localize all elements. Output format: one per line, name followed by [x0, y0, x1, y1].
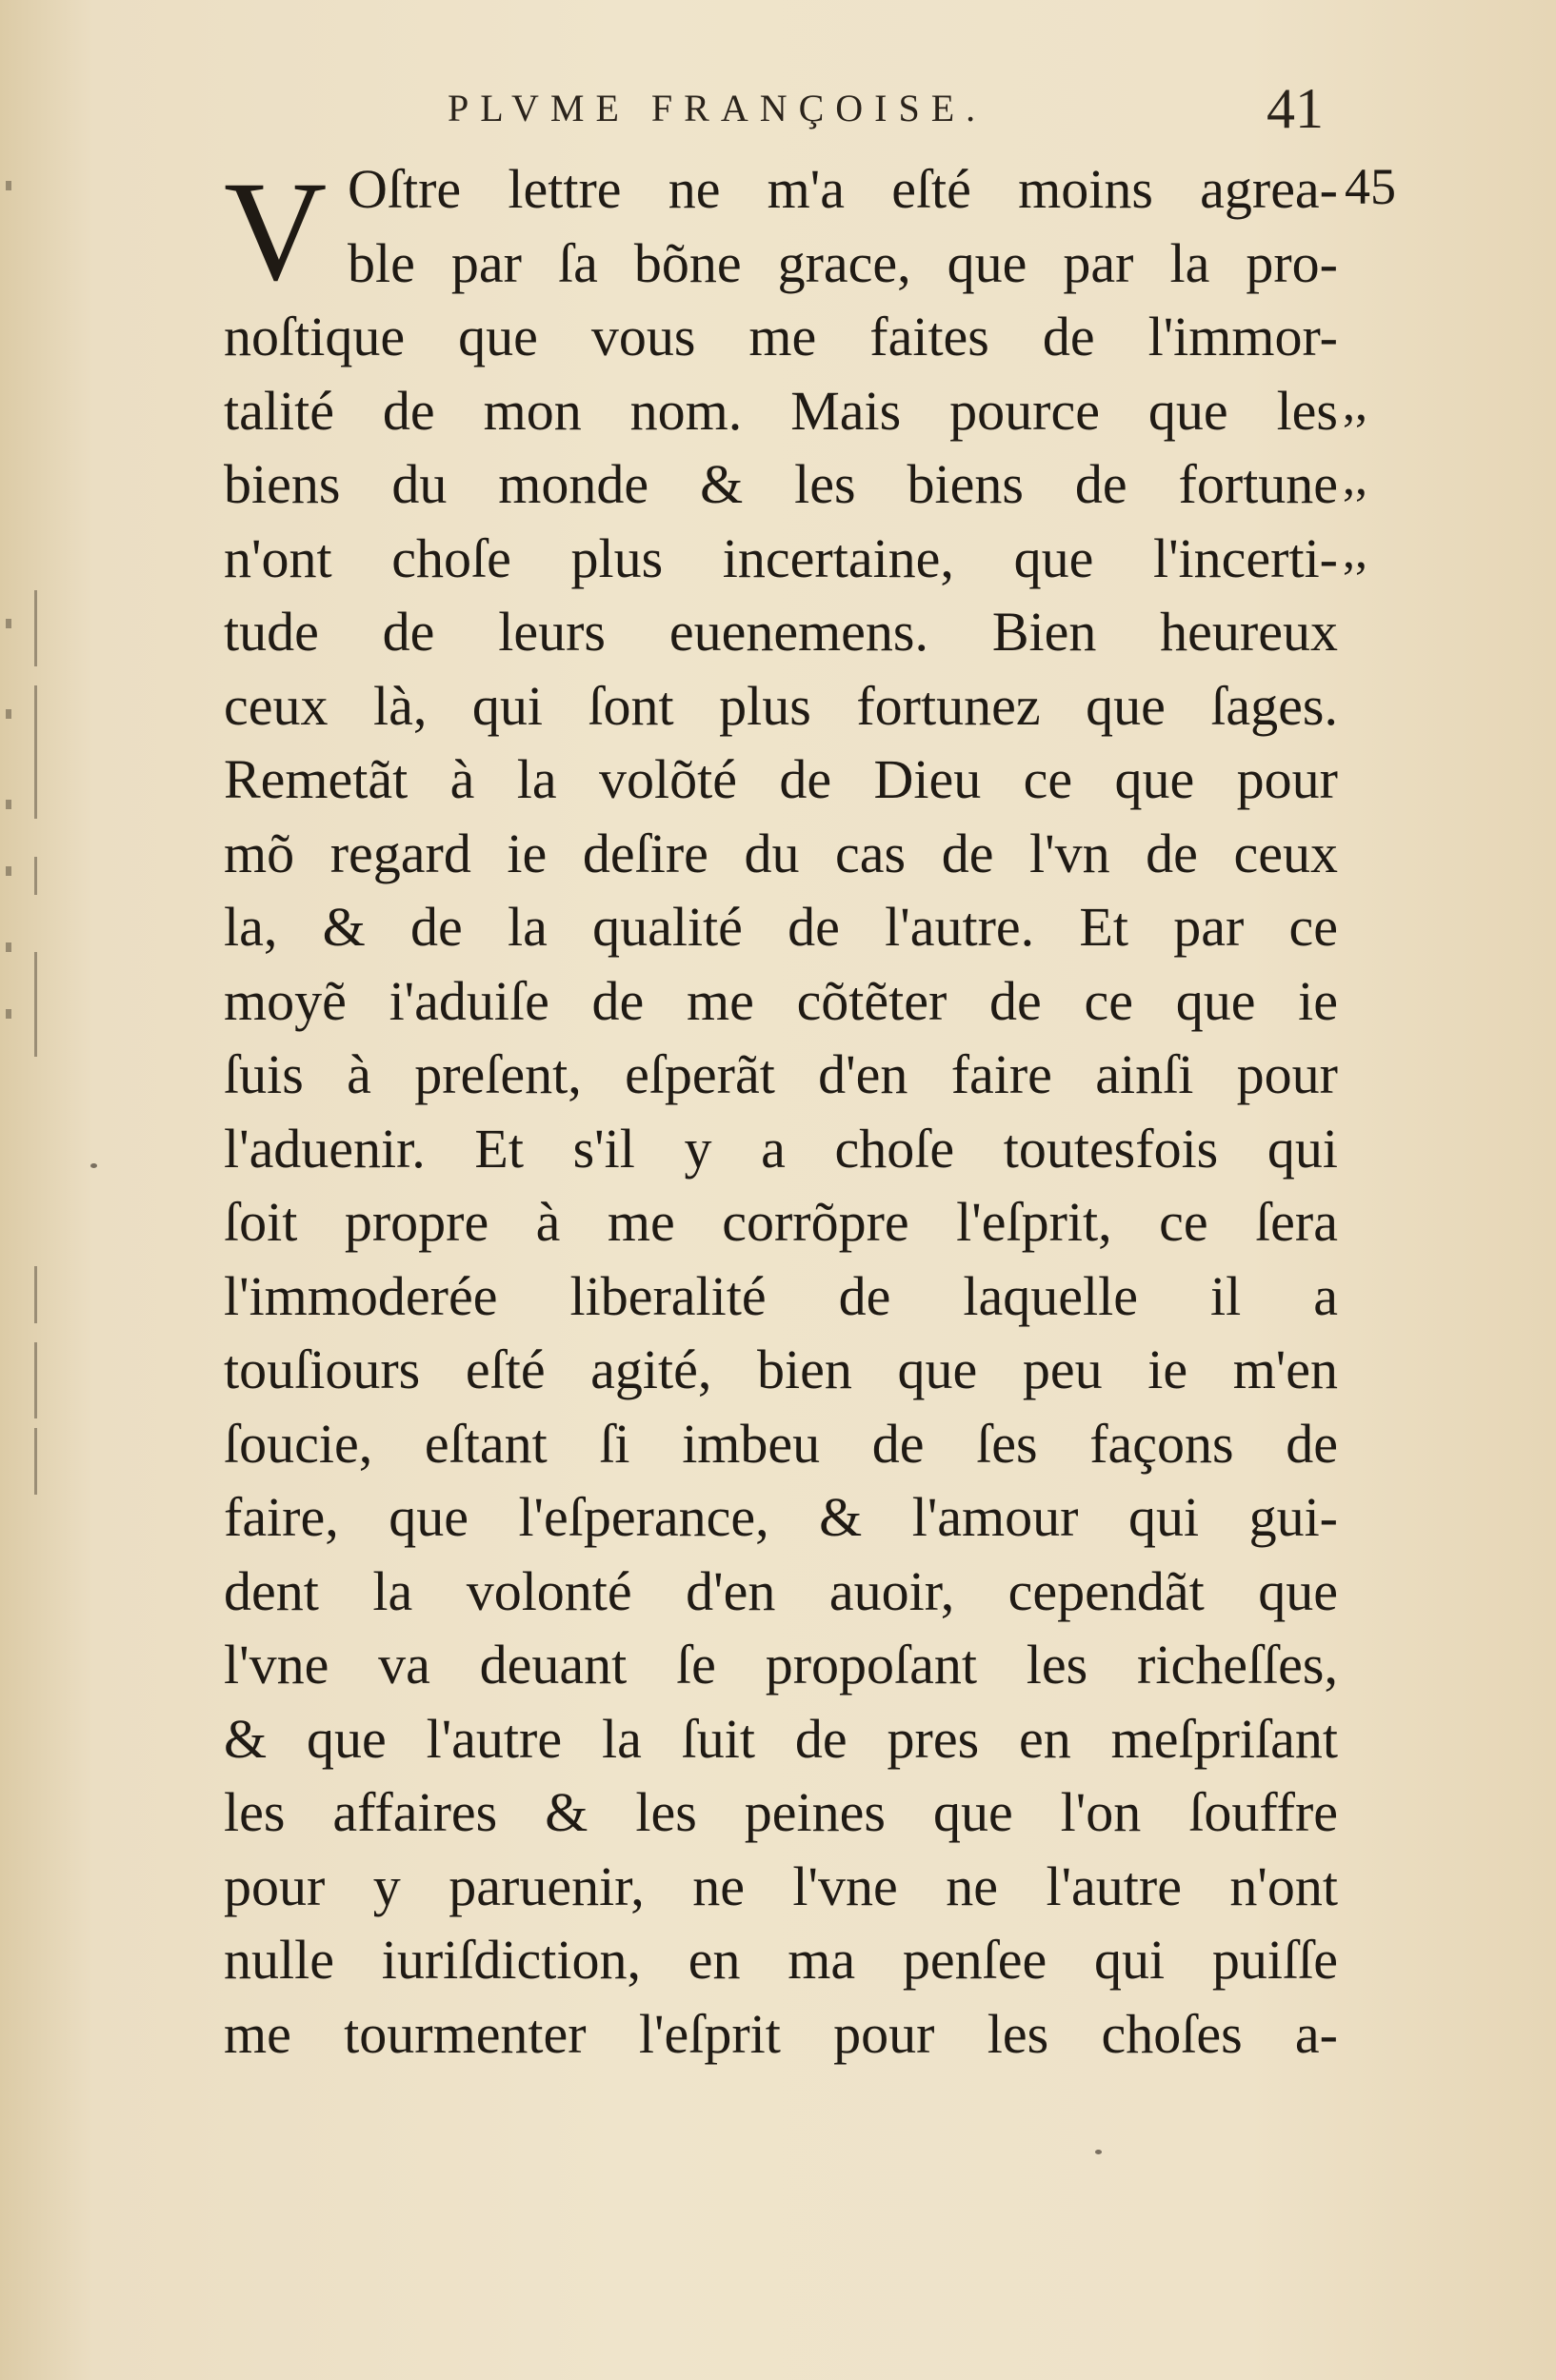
text-line: me tourmenter l'eſprit pour les choſes a- [224, 2002, 1338, 2065]
text-line: biens du monde & les biens de fortune [224, 453, 1338, 515]
gutter-mark [6, 866, 11, 876]
text-line: mõ regard ie deſire du cas de l'vn de ceux [224, 822, 1338, 884]
text-line: l'immoderée liberalité de laquelle il a [224, 1264, 1338, 1327]
quote-mark: ,, [1343, 525, 1367, 579]
paper-speck [1095, 2150, 1102, 2154]
gutter-mark [34, 1342, 37, 1418]
paper-speck [90, 1163, 97, 1168]
gutter-mark [34, 1266, 37, 1323]
text-line: faire, que l'eſperance, & l'amour qui gui- [224, 1486, 1338, 1548]
text-line: Remetãt à la volõté de Dieu ce que pour [224, 748, 1338, 810]
quote-mark: ,, [1343, 377, 1367, 431]
gutter-mark [6, 1009, 11, 1019]
gutter-mark [34, 952, 37, 1057]
gutter-mark [34, 857, 37, 895]
body-text [224, 152, 1338, 2071]
margin-line-number: 45 [1345, 158, 1396, 215]
text-line: tude de leurs euenemens. Bien heureux [224, 601, 1338, 663]
page-header [448, 76, 1333, 143]
gutter-mark [6, 800, 11, 809]
text-line: l'vne va deuant ſe propoſant les richeſſes, [224, 1634, 1338, 1696]
drop-capital: V [224, 152, 328, 310]
gutter-mark [34, 590, 37, 666]
text-line: ſoucie, eſtant ſi imbeu de ſes façons de [224, 1412, 1338, 1475]
quote-mark: ,, [1343, 451, 1367, 506]
text-line: ble par ſa bõne grace, que par la pro- [348, 231, 1338, 294]
text-line: l'aduenir. Et s'il y a choſe toutesfois qui [224, 1117, 1338, 1180]
text-line: talité de mon nom. Mais pource que les [224, 379, 1338, 442]
text-line: n'ont choſe plus incertaine, que l'incerti- [224, 526, 1338, 589]
gutter-mark [34, 685, 37, 819]
text-line: pour y paruenir, ne l'vne ne l'autre n'ont [224, 1854, 1338, 1917]
text-line: les affaires & les peines que l'on ſouffre [224, 1781, 1338, 1843]
page-number: 41 [1267, 77, 1324, 140]
gutter-mark [34, 1428, 37, 1495]
text-line: touſiours eſté agité, bien que peu ie m'en [224, 1339, 1338, 1400]
gutter-mark [6, 181, 11, 190]
text-line: nulle iuriſdiction, en ma penſee qui puiſſe [224, 1929, 1338, 1991]
text-line: Oſtre lettre ne m'a eſté moins agrea- [348, 158, 1338, 220]
text-line: moyẽ i'aduiſe de me cõtẽter de ce que ie [224, 969, 1338, 1032]
text-line: dent la volonté d'en auoir, cependãt que [224, 1559, 1338, 1622]
running-title: PLVME FRANÇOISE. [448, 87, 987, 129]
gutter-mark [6, 942, 11, 952]
gutter-mark [6, 619, 11, 628]
text-line: ceux là, qui ſont plus fortunez que ſages. [224, 674, 1338, 737]
text-line: noſtique que vous me faites de l'immor- [224, 306, 1338, 367]
text-line: ſuis à preſent, eſperãt d'en faire ainſi pour [224, 1043, 1338, 1105]
text-line: la, & de la qualité de l'autre. Et par ce [224, 896, 1338, 958]
text-line: ſoit propre à me corrõpre l'eſprit, ce ſera [224, 1191, 1338, 1253]
gutter-mark [6, 709, 11, 719]
text-line: & que l'autre la ſuit de pres en meſpriſant [224, 1707, 1338, 1770]
